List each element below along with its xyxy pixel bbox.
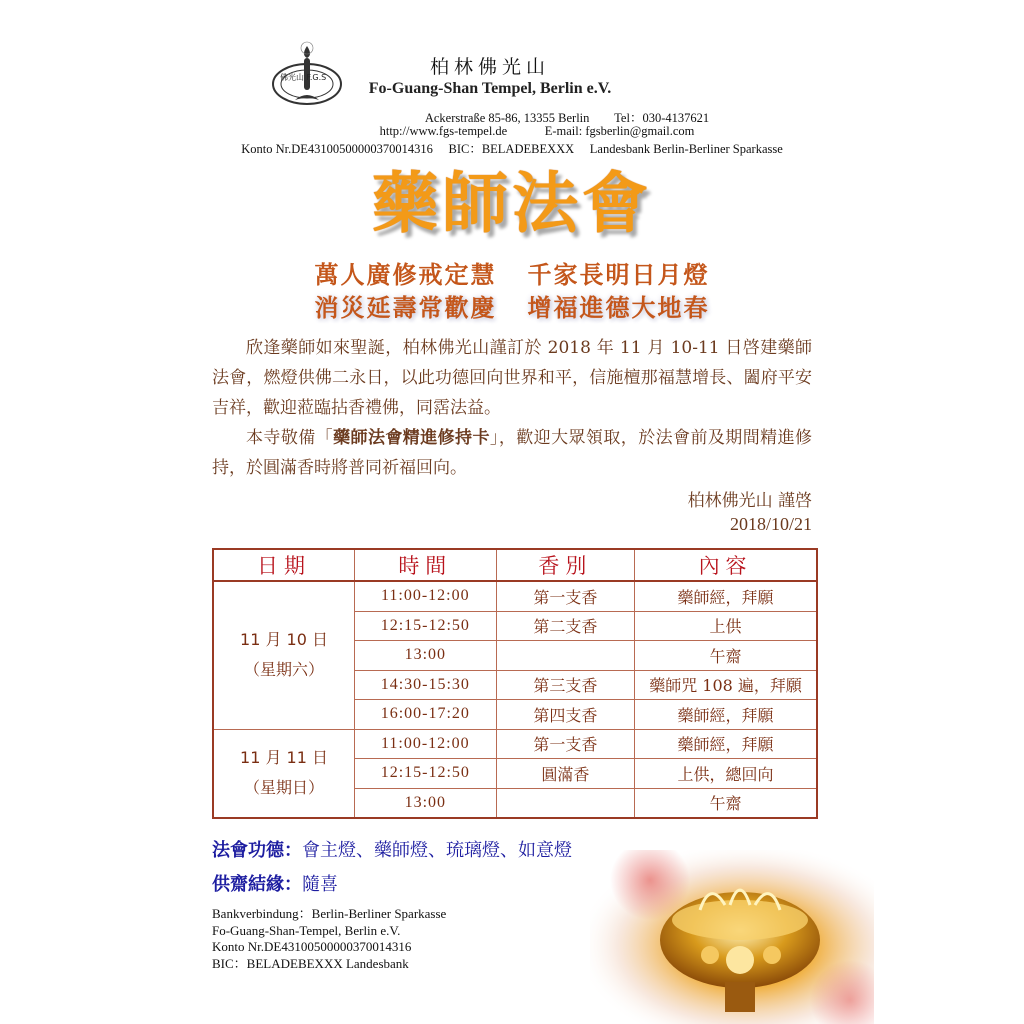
header-date: 日期	[213, 549, 355, 581]
incense-cell	[496, 788, 635, 818]
page-title: 藥師法會	[372, 165, 652, 242]
table-header-row	[213, 549, 817, 581]
time-cell: 12:15-12:50	[355, 611, 497, 641]
header-bank-line: Konto Nr.DE43100500000370014316 BIC：BELADEBEXXX Landesbank Berlin-Berliner Sparkasse	[241, 142, 783, 156]
day2-date-cell	[213, 729, 355, 818]
slogan-line-1: 萬人廣修戒定慧 千家長明日月燈	[314, 261, 710, 289]
golden-lamp-photo	[590, 850, 874, 1024]
time-cell: 11:00-12:00	[355, 729, 497, 759]
day1-weekday: （星期六）	[244, 660, 325, 680]
para2-pre: 本寺敬備「	[246, 428, 334, 448]
incense-cell: 第三支香	[496, 670, 635, 700]
time-cell: 12:15-12:50	[355, 759, 497, 789]
web-email-line: http://www.fgs-tempel.de E-mail: fgsberlin@gmail.com	[379, 124, 695, 138]
bank-line-4: BIC：BELADEBEXXX Landesbank	[212, 955, 409, 971]
table-row	[213, 729, 817, 759]
header-content: 內容	[635, 549, 817, 581]
signature: 柏林佛光山 謹啓	[687, 491, 812, 511]
incense-cell: 第一支香	[496, 729, 635, 759]
flyer-page	[150, 0, 874, 1024]
address-line: Ackerstraße 85-86, 13355 Berlin Tel：030-4137621	[424, 111, 710, 125]
incense-cell: 第四支香	[496, 700, 635, 730]
content-cell: 上供	[635, 611, 817, 641]
day2-weekday: （星期日）	[244, 778, 325, 798]
schedule-table	[212, 548, 818, 819]
merit-line	[212, 836, 572, 862]
signature-date: 2018/10/21	[729, 514, 812, 534]
bank-line-1: Bankverbindung：Berlin-Berliner Sparkasse	[212, 906, 447, 921]
day1-date: 11 月 10 日	[240, 630, 328, 650]
table-row	[213, 581, 817, 611]
practice-card-paragraph	[212, 423, 812, 483]
content-cell: 上供，總回向	[635, 759, 817, 789]
incense-cell: 第二支香	[496, 611, 635, 641]
merit-value: 會主燈、藥師燈、琉璃燈、如意燈	[302, 840, 572, 861]
meal-label: 供齋結緣：	[212, 874, 302, 895]
org-name-en: Fo-Guang-Shan Tempel, Berlin e.V.	[368, 80, 612, 97]
content-cell: 藥師經，拜願	[635, 729, 817, 759]
content-cell: 午齋	[635, 641, 817, 671]
content-cell: 藥師咒 108 遍，拜願	[635, 670, 817, 700]
practice-card-name: 藥師法會精進修持卡	[333, 428, 490, 448]
time-cell: 13:00	[355, 788, 497, 818]
intro-paragraph: 欣逢藥師如來聖誕，柏林佛光山謹訂於 2018 年 11 月 10-11 日啓建藥師法會，燃燈供佛二永日，以此功德回向世界和平，信施檀那福慧增長、闔府平安吉祥，歡迎蒞臨拈香禮佛，同霑法益。	[212, 338, 812, 418]
time-cell: 16:00-17:20	[355, 700, 497, 730]
content-cell: 藥師經，拜願	[635, 700, 817, 730]
incense-cell: 圓滿香	[496, 759, 635, 789]
header-incense: 香別	[496, 549, 635, 581]
day2-date: 11 月 11 日	[240, 748, 328, 768]
merit-label: 法會功德：	[212, 840, 302, 861]
incense-cell	[496, 641, 635, 671]
time-cell: 14:30-15:30	[355, 670, 497, 700]
meal-line	[212, 870, 338, 896]
org-name-cn: 柏林佛光山	[429, 56, 550, 78]
para2-post: 」，歡迎大眾領取，於法會前及期間精進修持，於圓滿香時將普同祈福回向。	[212, 428, 812, 478]
meal-value: 隨喜	[302, 874, 338, 895]
logo-text: 佛光山 F.G.S	[280, 73, 327, 82]
bank-line-3: Konto Nr.DE43100500000370014316	[212, 939, 412, 954]
day1-date-cell	[213, 581, 355, 729]
bank-info	[212, 906, 446, 972]
header-time: 時間	[355, 549, 497, 581]
time-cell: 13:00	[355, 641, 497, 671]
content-cell: 午齋	[635, 788, 817, 818]
time-cell: 11:00-12:00	[355, 581, 497, 611]
slogan-line-2: 消災延壽常歡慶 增福進德大地春	[314, 294, 710, 322]
fgs-logo-icon	[270, 40, 344, 114]
incense-cell: 第一支香	[496, 581, 635, 611]
content-cell: 藥師經，拜願	[635, 581, 817, 611]
bank-line-2: Fo-Guang-Shan-Tempel, Berlin e.V.	[212, 922, 401, 938]
